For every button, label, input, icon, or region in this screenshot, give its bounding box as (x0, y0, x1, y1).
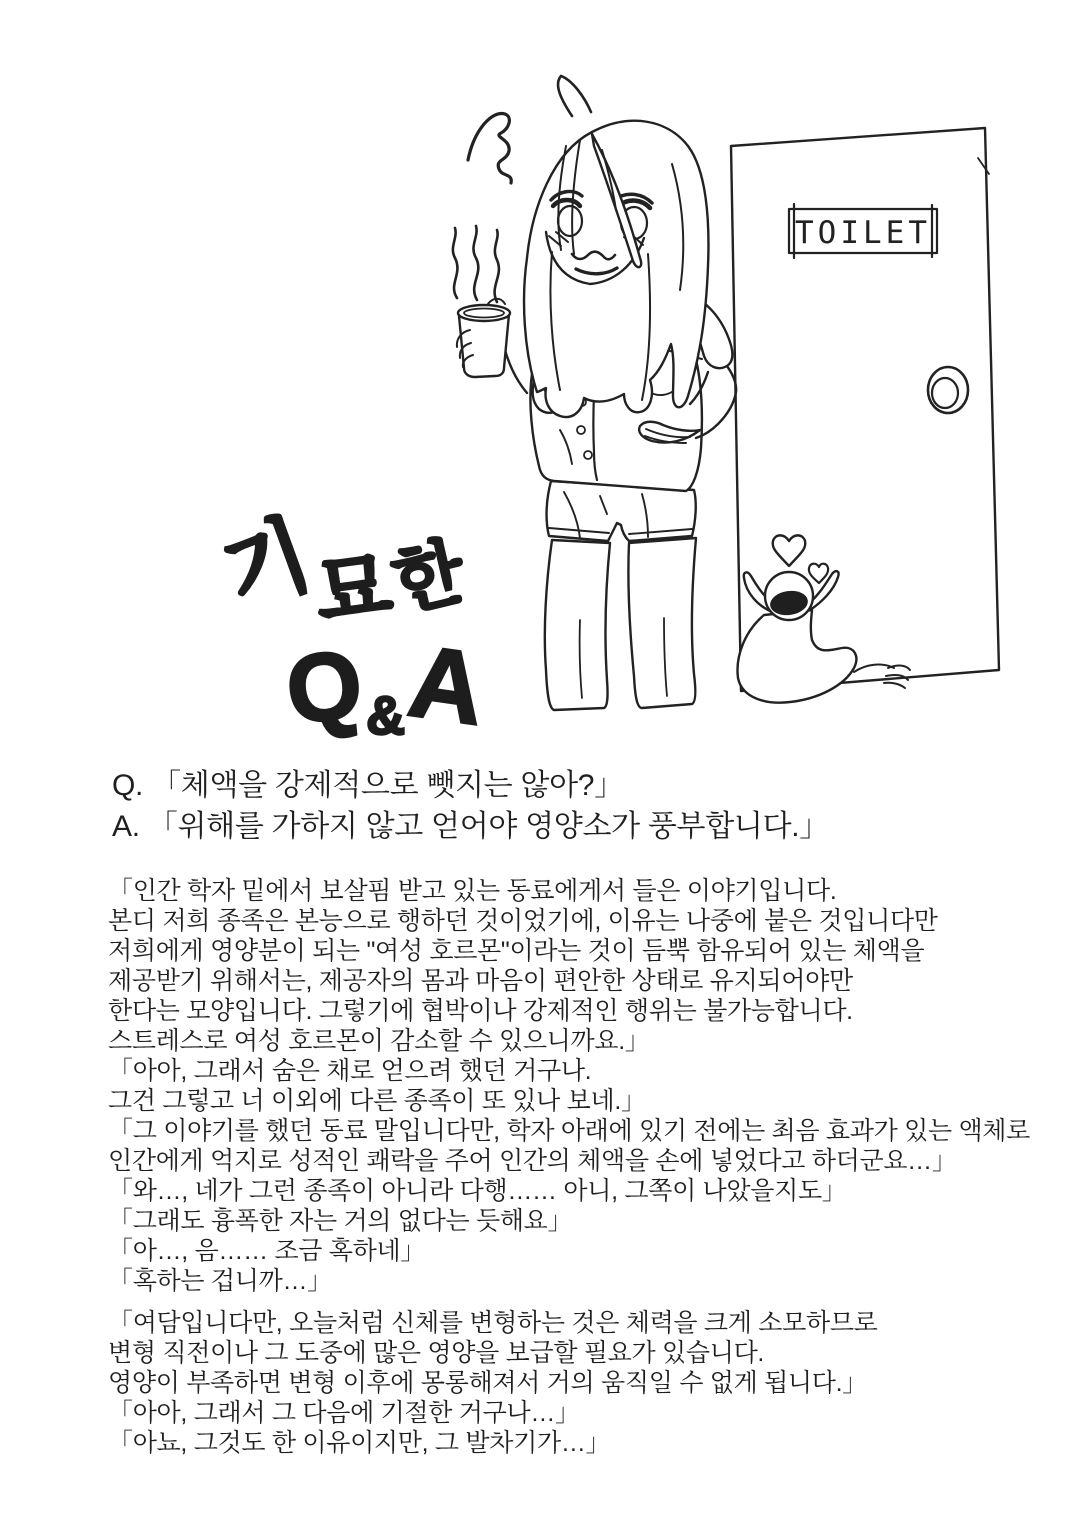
question-line: Q. 「체액을 강제적으로 뺏지는 않아?」 (112, 769, 624, 802)
annoyance-squiggle (468, 113, 511, 183)
qa-header (112, 765, 829, 847)
text-line: 「아…, 음…… 조금 혹하네」 (108, 1237, 426, 1265)
toilet-sign (789, 204, 937, 258)
body-text (108, 876, 1030, 1458)
text-line: 저희에게 영양분이 되는 "여성 호르몬"이라는 것이 듬뿍 함유되어 있는 체액을 (108, 937, 925, 965)
text-line: 「와…, 네가 그런 종족이 아니라 다행…… 아니, 그쪽이 나았을지도」 (108, 1177, 847, 1205)
title-char: 한 (386, 530, 473, 625)
title-char: 묘 (310, 540, 396, 638)
door-knob (928, 367, 968, 413)
text-line: 「아뇨, 그것도 한 이유이지만, 그 발차기가…」 (108, 1429, 611, 1457)
paragraph-2 (108, 1308, 1030, 1458)
paragraph-1 (108, 876, 1030, 1296)
pajama-pants (545, 538, 696, 710)
handwritten-title (211, 505, 515, 752)
coffee-cup (458, 299, 510, 377)
text-line: 「아아, 그래서 그 다음에 기절한 거구나…」 (108, 1399, 580, 1427)
paragraph-gap (108, 1296, 1030, 1308)
text-line: 「여담입니다만, 오늘처럼 신체를 변형하는 것은 체력을 크게 소모하므로 (108, 1309, 878, 1337)
ahoge (558, 76, 591, 116)
text-line: 인간에게 억지로 성적인 쾌락을 주어 인간의 체액을 손에 넣었다고 하더군요…」 (108, 1147, 957, 1175)
girl-head (524, 76, 708, 417)
toilet-sign-label: TOILET (795, 215, 931, 251)
text-line: 제공받기 위해서는, 제공자의 몸과 마음이 편안한 상태로 유지되어야만 (108, 967, 853, 995)
text-line: 스트레스로 여성 호르몬이 감소할 수 있으니까요.」 (108, 1027, 650, 1055)
text-line: 그건 그렇고 너 이외에 다른 종족이 또 있나 보네.」 (108, 1087, 646, 1115)
text-line: 「그 이야기를 했던 동료 말입니다만, 학자 아래에 있기 전에는 최음 효과가 있는 액체로 (108, 1117, 1030, 1145)
text-line: 영양이 부족하면 변형 이후에 몽롱해져서 거의 움직일 수 없게 됩니다.」 (108, 1369, 867, 1397)
text-line: 「아아, 그래서 숨은 채로 얻으려 했던 거구나. (108, 1057, 592, 1085)
steam-lines (453, 226, 499, 302)
text-line: 「그래도 흉폭한 자는 거의 없다는 듯해요」 (108, 1207, 573, 1235)
text-line: 한다는 모양입니다. 그렇기에 협박이나 강제적인 행위는 불가능합니다. (108, 997, 853, 1025)
answer-line: A. 「위해를 가하지 않고 얻어야 영양소가 풍부합니다.」 (112, 810, 829, 843)
text-line: 본디 저희 종족은 본능으로 행하던 것이었기에, 이유는 나중에 붙은 것입니다만 (108, 907, 938, 935)
title-qa (281, 623, 491, 747)
title-char: 기 (211, 505, 323, 625)
title-a-letter: A (402, 623, 491, 747)
title-ampersand: & (366, 686, 406, 746)
title-korean (211, 505, 473, 638)
text-line: 「혹하는 겁니까…」 (108, 1267, 332, 1295)
text-line: 변형 직전이나 그 도중에 많은 영양을 보급할 필요가 있습니다. (108, 1339, 765, 1367)
title-q-letter: Q (281, 630, 368, 745)
text-line: 「인간 학자 밑에서 보살핌 받고 있는 동료에게서 들은 이야기입니다. (108, 877, 837, 905)
